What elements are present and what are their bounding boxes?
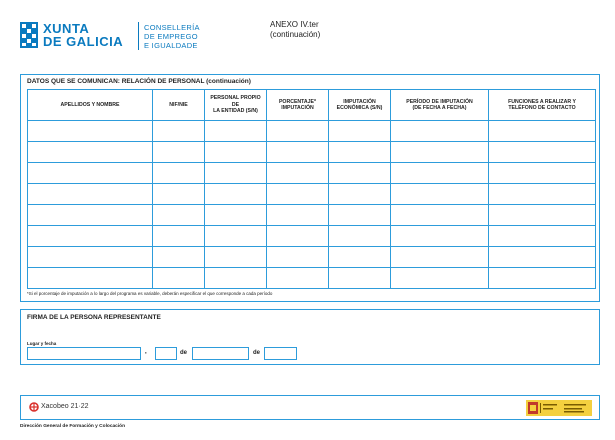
table-cell[interactable] [489,121,596,142]
year-field[interactable] [264,347,297,360]
xacobeo-text: Xacobeo 21·22 [41,403,89,410]
table-row [28,121,596,142]
column-header-line: IMPUTACIÓN [343,98,376,105]
personnel-section-title: DATOS QUE SE COMUNICAN: RELACIÓN DE PERSONAL (continuación) [27,78,251,85]
logo-separator [138,22,139,50]
table-cell[interactable] [153,205,205,226]
signature-section [20,309,600,365]
document-header [20,22,600,54]
table-cell[interactable] [329,163,391,184]
table-cell[interactable] [28,184,153,205]
table-cell[interactable] [267,268,329,289]
table-cell[interactable] [28,205,153,226]
table-cell[interactable] [205,247,267,268]
logo-line-2: DE GALICIA [43,34,124,49]
dept-line-2: DE EMPREGO [144,32,198,41]
footer-box [20,395,600,420]
table-cell[interactable] [28,142,153,163]
column-header [153,90,205,121]
column-header-line: APELLIDOS Y NOMBRE [60,101,120,108]
column-header-line: TELÉFONO DE CONTACTO [508,105,576,111]
table-cell[interactable] [391,205,489,226]
table-cell[interactable] [489,163,596,184]
column-header [267,90,329,121]
table-cell[interactable] [28,226,153,247]
de-label-2: de [253,350,261,356]
personnel-section [20,74,600,302]
table-cell[interactable] [153,247,205,268]
table-row [28,184,596,205]
table-cell[interactable] [391,142,489,163]
table-cell[interactable] [267,247,329,268]
day-field[interactable] [155,347,177,360]
table-cell[interactable] [391,184,489,205]
de-label-1: de [180,350,188,356]
annex-title [270,20,320,40]
table-cell[interactable] [205,205,267,226]
table-cell[interactable] [153,268,205,289]
column-header [489,90,596,121]
table-cell[interactable] [205,268,267,289]
column-header-line: ECONÓMICA (S/N) [336,105,383,111]
column-header-line: PERSONAL PROPIO DE [210,95,261,108]
table-cell[interactable] [153,121,205,142]
column-header [329,90,391,121]
annex-line-1: ANEXO IV.ter [270,20,319,29]
table-cell[interactable] [329,226,391,247]
table-row [28,268,596,289]
table-cell[interactable] [391,121,489,142]
table-cell[interactable] [153,142,205,163]
table-row [28,226,596,247]
table-cell[interactable] [329,268,391,289]
table-cell[interactable] [153,163,205,184]
table-row [28,142,596,163]
signature-section-title: FIRMA DE LA PERSONA REPRESENTANTE [27,314,161,321]
table-row [28,205,596,226]
comma-separator: , [145,349,147,355]
table-cell[interactable] [28,268,153,289]
spain-government-logo-icon [526,400,592,416]
column-header-line: FUNCIONES A REALIZAR Y [508,98,576,105]
xacobeo-logo-icon [29,402,39,412]
place-date-label: Lugar y fecha [27,341,57,346]
table-header-row [28,90,596,121]
column-header [28,90,153,121]
personnel-table [27,89,596,289]
percentage-footnote: *Si el porcentaje de imputación a lo largo del programa es variable, deberán especificar el que corresponde a cada período [27,291,273,296]
month-field[interactable] [192,347,249,360]
table-cell[interactable] [153,226,205,247]
place-field[interactable] [27,347,141,360]
table-cell[interactable] [205,163,267,184]
dept-line-1: CONSELLERÍA [144,23,200,32]
table-cell[interactable] [391,163,489,184]
table-body [28,121,596,289]
table-cell[interactable] [489,142,596,163]
table-cell[interactable] [267,163,329,184]
table-cell[interactable] [28,163,153,184]
table-cell[interactable] [329,205,391,226]
table-cell[interactable] [267,121,329,142]
general-direction: Dirección General de Formación y Colocación [20,424,126,429]
department-name [144,23,200,50]
table-cell[interactable] [329,184,391,205]
column-header-line: NIF/NIE [169,101,188,108]
table-cell[interactable] [489,268,596,289]
table-cell[interactable] [28,121,153,142]
column-header [205,90,267,121]
table-cell[interactable] [267,205,329,226]
table-cell[interactable] [267,184,329,205]
table-cell[interactable] [489,184,596,205]
table-cell[interactable] [329,142,391,163]
column-header [391,90,489,121]
table-cell[interactable] [391,268,489,289]
table-cell[interactable] [489,205,596,226]
table-cell[interactable] [391,226,489,247]
table-cell[interactable] [267,142,329,163]
annex-line-2: (continuación) [270,30,321,39]
table-row [28,163,596,184]
table-cell[interactable] [391,247,489,268]
table-row [28,247,596,268]
column-header-line: (DE FECHA A FECHA) [412,105,467,111]
column-header-line: LA ENTIDAD (S/N) [213,108,258,115]
table-cell[interactable] [267,226,329,247]
table-cell[interactable] [329,121,391,142]
column-header-line: PORCENTAJE* [278,98,317,105]
table-cell[interactable] [205,226,267,247]
column-header-line: IMPUTACIÓN [281,105,314,111]
table-cell[interactable] [28,247,153,268]
table-cell[interactable] [205,142,267,163]
dept-line-3: E IGUALDADE [144,41,198,50]
table-cell[interactable] [489,247,596,268]
logo-line-1: XUNTA [43,21,90,36]
xunta-logo-text [43,22,123,48]
table-cell[interactable] [205,121,267,142]
table-cell[interactable] [329,247,391,268]
table-cell[interactable] [153,184,205,205]
table-cell[interactable] [489,226,596,247]
column-header-line: PERÍODO DE IMPUTACIÓN [406,98,473,105]
xunta-emblem-icon [20,22,38,48]
table-cell[interactable] [205,184,267,205]
